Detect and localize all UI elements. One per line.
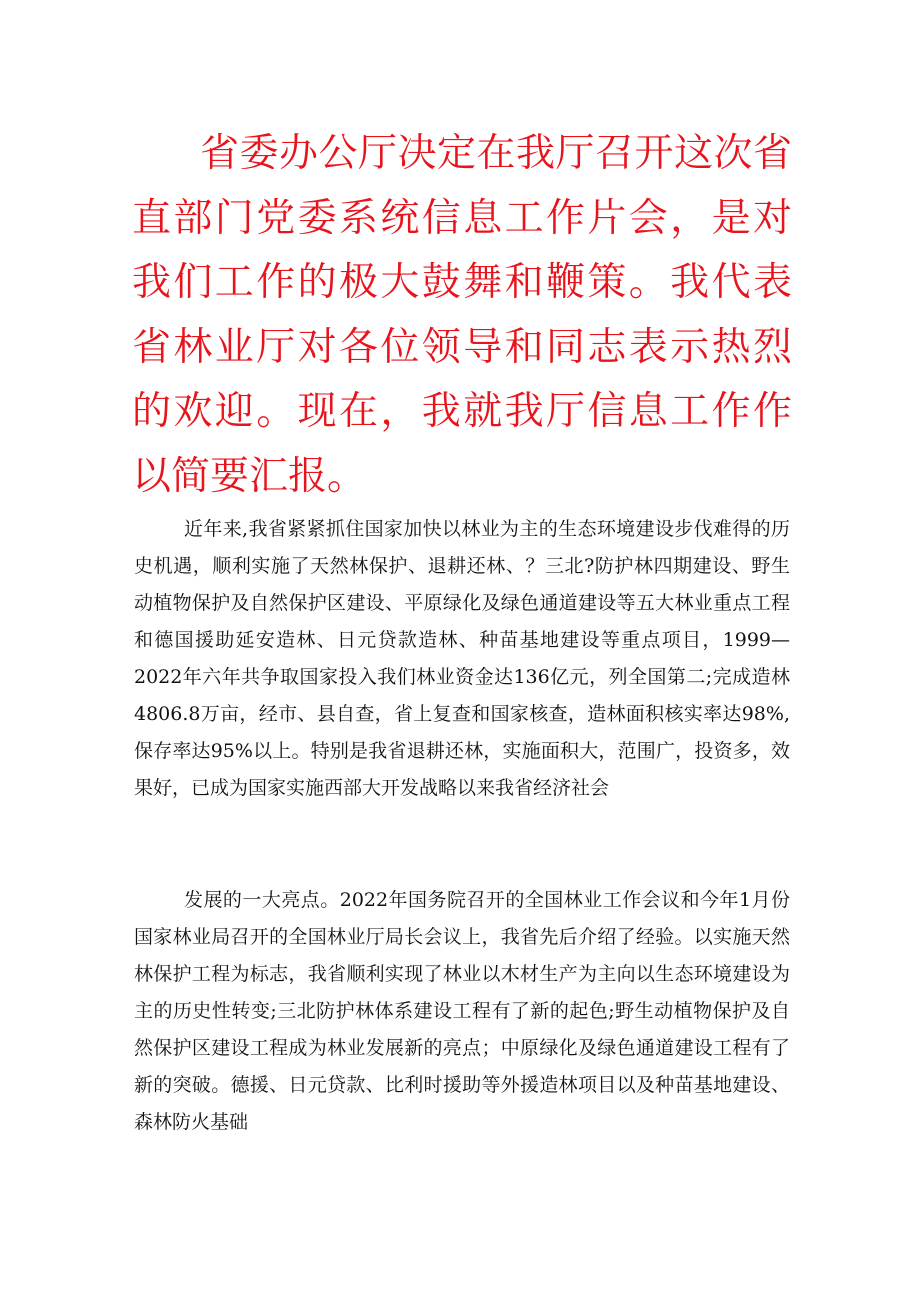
body-paragraph-2: 发展的一大亮点。2022年国务院召开的全国林业工作会议和今年1月份国家林业局召开的全国林业厅局长会议上，我省先后介绍了经验。以实施天然林保护工程为标志，我省顺利实现了林业以木材生产为主向以生态环境建设为主的历史性转变;三北防护林体系建设工程有了新的起色;野生动植物保护及自然保护区建设工程成为林业发展新的亮点；中原绿化及绿色通道建设工程有了新的突破。德援、日元贷款、比利时援助等外援造林项目以及种苗基地建设、森林防火基础	[134, 889, 790, 1133]
body-paragraph-1: 近年来,我省紧紧抓住国家加快以林业为主的生态环境建设步伐难得的历史机遇，顺利实施了天然林保护、退耕还林、？三北?防护林四期建设、野生动植物保护及自然保护区建设、平原绿化及绿色通道建设等五大林业重点工程和德国援助延安造林、日元贷款造林、种苗基地建设等重点项目，1999—2022年六年共争取国家投入我们林业资金达136亿元，列全国第二;完成造林4806.8万亩，经市、县自查，省上复查和国家核查，造林面积核实率达98%,保存率达95%以上。特别是我省退耕还林，实施面积大，范围广，投资多，效果好，已成为国家实施西部大开发战略以来我省经济社会	[134, 518, 790, 799]
lead-paragraph: 省委办公厅决定在我厅召开这次省直部门党委系统信息工作片会，是对我们工作的极大鼓舞和鞭策。我代表省林业厅对各位领导和同志表示热烈的欢迎。现在，我就我厅信息工作作以简要汇报。	[132, 131, 792, 499]
